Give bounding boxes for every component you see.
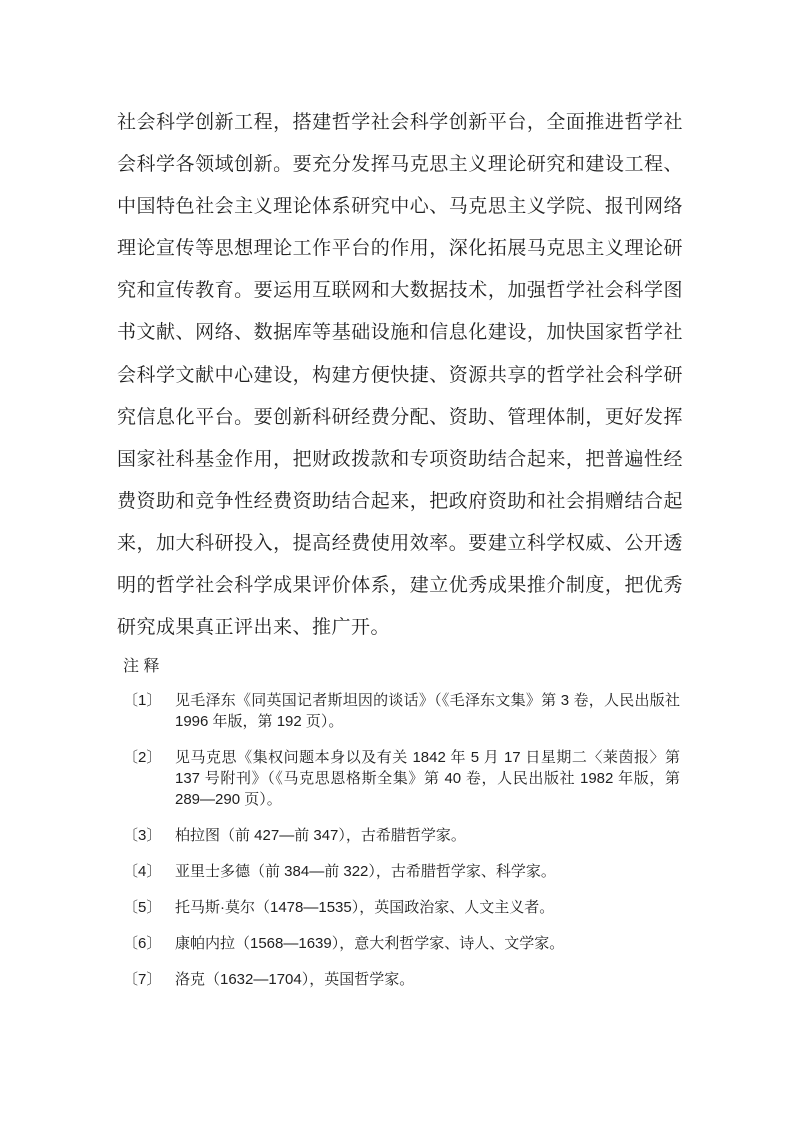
note-item xyxy=(123,933,680,954)
body-line: 社会科学创新工程，搭建哲学社会科学创新平台，全面推进哲学社 xyxy=(117,112,683,133)
note-text: 亚里士多德（前 384—前 322），古希腊哲学家、科学家。 xyxy=(175,863,556,880)
note-text: 康帕内拉（1568—1639），意大利哲学家、诗人、文学家。 xyxy=(175,935,565,952)
notes-heading: 注 释 xyxy=(123,658,160,675)
note-label: 〔7〕 xyxy=(123,971,162,988)
note-item xyxy=(123,690,680,732)
body-paragraph xyxy=(117,102,683,649)
body-line: 书文献、网络、数据库等基础设施和信息化建设，加快国家哲学社 xyxy=(117,322,683,344)
note-text: 托马斯·莫尔（1478—1535），英国政治家、人文主义者。 xyxy=(175,899,555,916)
note-item xyxy=(123,825,680,846)
body-line: 会科学各领域创新。要充分发挥马克思主义理论研究和建设工程、 xyxy=(117,154,683,176)
note-text: 柏拉图（前 427—前 347），古希腊哲学家。 xyxy=(175,827,466,844)
body-line: 研究成果真正评出来、推广开。 xyxy=(117,617,391,639)
note-item xyxy=(123,969,680,990)
body-line: 来，加大科研投入，提高经费使用效率。要建立科学权威、公开透 xyxy=(117,532,683,554)
notes-list xyxy=(123,690,680,990)
body-line: 会科学文献中心建设，构建方便快捷、资源共享的哲学社会科学研 xyxy=(117,364,683,386)
note-text: 洛克（1632—1704），英国哲学家。 xyxy=(175,971,415,988)
note-label: 〔3〕 xyxy=(123,827,162,844)
body-line: 明的哲学社会科学成果评价体系，建立优秀成果推介制度，把优秀 xyxy=(117,575,683,597)
note-label: 〔5〕 xyxy=(123,899,162,916)
note-text: 见马克思《集权问题本身以及有关 1842 年 5 月 17 日星期二〈莱茵报〉第 137 号附刊》（《马克思恩格斯全集》第 40 卷，人民出版社 1982 年版，第 289—290 页）。 xyxy=(175,749,680,808)
note-label: 〔1〕 xyxy=(123,692,162,709)
body-line: 国家社科基金作用，把财政拨款和专项资助结合起来，把普遍性经 xyxy=(117,448,683,470)
note-label: 〔2〕 xyxy=(123,749,162,766)
notes-section xyxy=(123,656,680,990)
note-item xyxy=(123,747,680,810)
note-text: 见毛泽东《同英国记者斯坦因的谈话》（《毛泽东文集》第 3 卷，人民出版社 1996 年版，第 192 页）。 xyxy=(175,692,680,730)
body-line: 究信息化平台。要创新科研经费分配、资助、管理体制，更好发挥 xyxy=(117,406,683,428)
note-label: 〔4〕 xyxy=(123,863,162,880)
note-item xyxy=(123,897,680,918)
note-item xyxy=(123,861,680,882)
body-line: 理论宣传等思想理论工作平台的作用，深化拓展马克思主义理论研 xyxy=(117,238,683,260)
note-label: 〔6〕 xyxy=(123,935,162,952)
body-line: 中国特色社会主义理论体系研究中心、马克思主义学院、报刊网络 xyxy=(117,196,683,218)
body-line: 究和宣传教育。要运用互联网和大数据技术，加强哲学社会科学图 xyxy=(117,280,683,302)
body-line: 费资助和竞争性经费资助结合起来，把政府资助和社会捐赠结合起 xyxy=(117,490,683,512)
